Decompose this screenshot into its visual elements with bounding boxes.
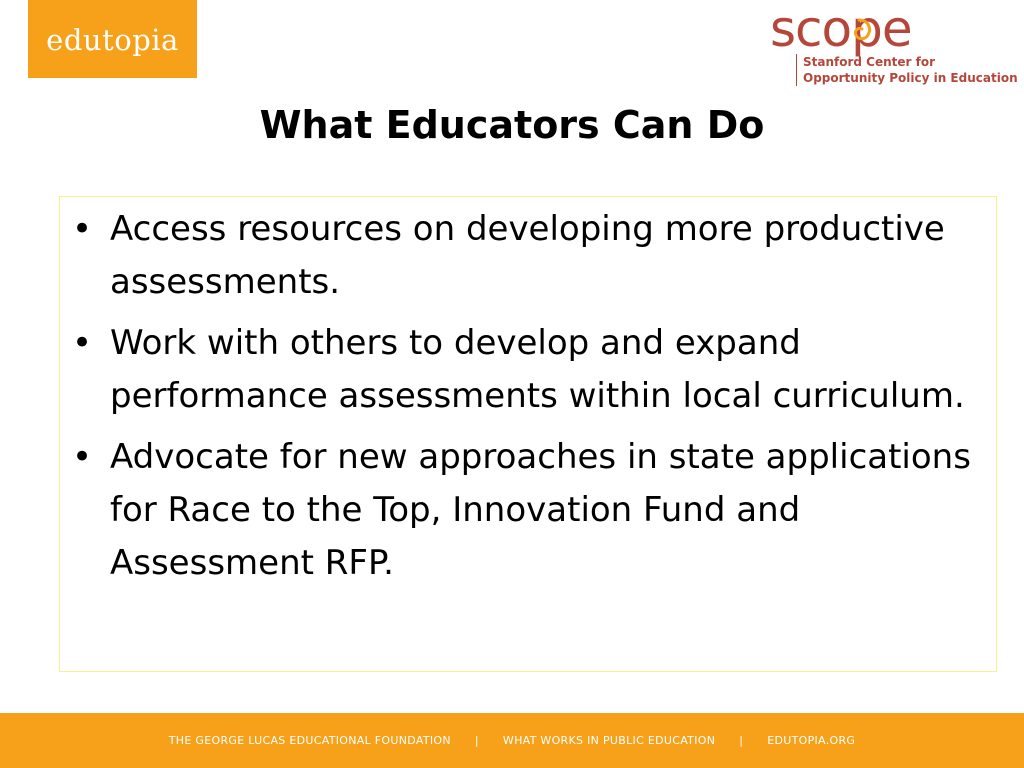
slide-title: What Educators Can Do [259,103,765,147]
footer-separator: | [739,734,744,747]
scope-logo [766,0,1018,90]
content-box [59,196,997,672]
scope-logo-subtitle [796,54,1018,86]
bullet-list [72,203,972,598]
bullet-icon: • [72,323,93,363]
footer-what-works-link[interactable]: WHAT WORKS IN PUBLIC EDUCATION [502,734,716,747]
footer-bar [0,713,1024,768]
bullet-item [72,431,972,590]
footer-separator: | [474,734,479,747]
bullet-item [72,317,972,423]
bullet-icon: • [72,209,93,249]
scope-subtitle-line2: Opportunity Policy in Education [803,71,1018,85]
scope-subtitle-line1: Stanford Center for [803,55,936,69]
bullet-text: Access resources on developing more productive assessments. [110,209,945,302]
scope-swirl-icon [838,14,880,52]
bullet-item [72,203,972,309]
bullet-text: Work with others to develop and expand performance assessments within local curriculum. [110,323,965,416]
edutopia-logo-text: edutopia [46,22,179,57]
scope-logo-wordmark: scope [770,0,912,58]
footer-edutopia-link[interactable]: EDUTOPIA.ORG [767,734,856,747]
bullet-icon: • [72,437,93,477]
bullet-text: Advocate for new approaches in state applications for Race to the Top, Innovation Fund and Assessment RFP. [110,437,971,583]
footer-links [169,734,855,747]
footer-foundation-link[interactable]: THE GEORGE LUCAS EDUCATIONAL FOUNDATION [168,734,451,747]
edutopia-logo [28,0,197,78]
